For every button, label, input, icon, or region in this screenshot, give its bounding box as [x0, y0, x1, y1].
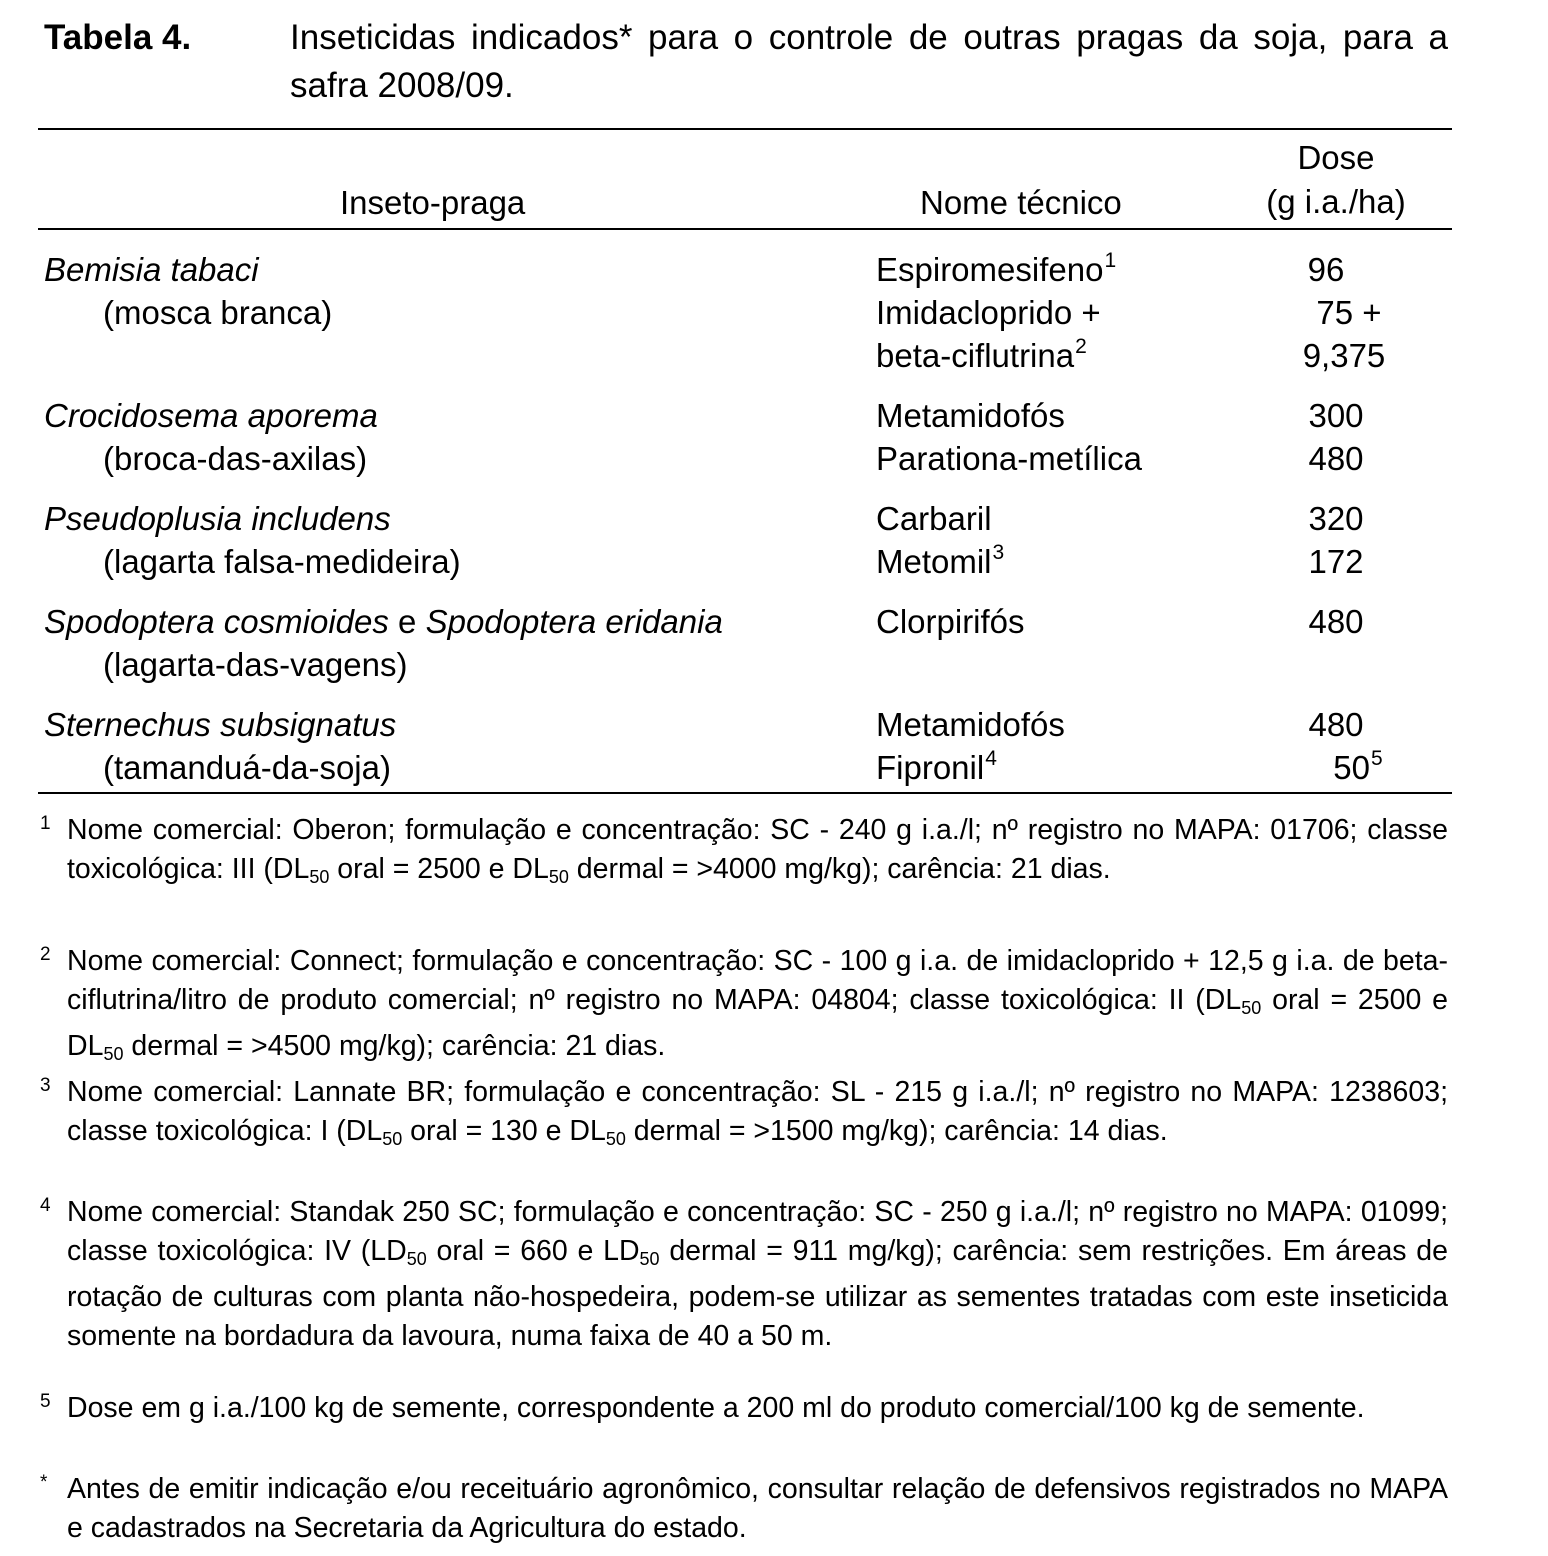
- technical-name: Metomil$^3$: [876, 541, 1005, 580]
- pest-species: Sternechus subsignatus: [44, 706, 397, 743]
- dose-value: 96: [1307, 251, 1345, 288]
- footnote-ref: 5: [1371, 747, 1383, 770]
- dose-value: 480: [1308, 603, 1364, 640]
- technical-name: Carbaril: [876, 500, 992, 537]
- footnote-ref: 1: [1104, 249, 1117, 272]
- technical-name: Imidacloprido +: [876, 294, 1101, 331]
- top-rule: [38, 128, 1452, 130]
- dose-value: 480: [1308, 706, 1364, 743]
- technical-name: Espiromesifeno$^1$: [876, 249, 1117, 288]
- pest-species: Pseudoplusia includens: [44, 500, 391, 537]
- header-technical-name: Nome técnico: [920, 184, 1122, 221]
- pest-common-name: (broca-das-axilas): [103, 440, 368, 477]
- technical-name: Metamidofós: [876, 397, 1065, 434]
- pest-common-name: (lagarta falsa-medideira): [103, 543, 461, 580]
- pest-species: Crocidosema aporema: [44, 397, 378, 434]
- header-dose-line2: (g i.a./ha): [1266, 183, 1406, 220]
- technical-name: Clorpirifós: [876, 603, 1025, 640]
- header-pest: Inseto-praga: [340, 184, 526, 221]
- dose-value: 172: [1308, 543, 1364, 580]
- dose-value: 50$^5$: [1333, 747, 1383, 786]
- dose-value: 320: [1308, 500, 1364, 537]
- dose-value: 9,375: [1302, 337, 1386, 374]
- footnote-1: 1 Nome comercial: Oberon; formulação e concentração: SC - 240 g i.a./l; nº registro no MAPA: 01706; classe toxicológica: III ($DL_{50}$ oral = 2500 e $DL_{50}$ dermal = >4000 mg/kg); carência: 21 dias.: [40, 813, 1448, 887]
- pest-common-name: (tamanduá-da-soja): [103, 749, 391, 786]
- pest-species: Bemisia tabaci: [44, 251, 259, 288]
- table-number: Tabela 4.: [44, 18, 192, 57]
- footnote-3: 3 Nome comercial: Lannate BR; formulação e concentração: SL - 215 g i.a./l; nº registro no MAPA: 1238603; classe toxicológica: I ($DL_{50}$ oral = 130 e $DL_{50}$ dermal = >1500 mg/kg); carência: 14 dias.: [40, 1075, 1448, 1149]
- pest-species: Spodoptera cosmioides e Spodoptera eridania: [44, 603, 723, 640]
- dose-value: 480: [1308, 440, 1364, 477]
- pest-common-name: (lagarta-das-vagens): [103, 646, 408, 683]
- footnote-5: 5 Dose em g i.a./100 kg de semente, correspondente a 200 ml do produto comercial/100 kg de semente.: [40, 1391, 1365, 1424]
- footnote-4: 4 Nome comercial: Standak 250 SC; formulação e concentração: SC - 250 g i.a./l; nº registro no MAPA: 01099; classe toxicológica: IV ($LD_{50}$ oral = 660 e $LD_{50}$ dermal = 911 mg/kg); carência: sem restrições. Em áreas de rotação de culturas com planta não-hospedeira, podem-se utilizar as sementes tratadas com este inseticida somente na bordadura da lavoura, numa faixa de 40 a 50 m.: [40, 1195, 1448, 1352]
- bottom-rule: [38, 792, 1452, 794]
- footnote-ref: 4: [985, 747, 997, 770]
- footnote-general: * Antes de emitir indicação e/ou receituário agronômico, consultar relação de defensivos registrados no MAPA e cadastrados na Secretaria da Agricultura do estado.: [40, 1472, 1448, 1544]
- dose-value: 300: [1308, 397, 1364, 434]
- technical-name: Fipronil$^4$: [876, 747, 997, 786]
- pest-common-name: (mosca branca): [103, 294, 333, 331]
- dose-value: 75 +: [1316, 294, 1382, 331]
- technical-name: Metamidofós: [876, 706, 1065, 743]
- footnote-2: 2 Nome comercial: Connect; formulação e concentração: SC - 100 g i.a. de imidacloprido + 12,5 g i.a. de beta-ciflutrina/litro de produto comercial; nº registro no MAPA: 04804; classe toxicológica: II ($DL_{50}$ oral = 2500 e $DL_{50}$ dermal = >4500 mg/kg); carência: 21 dias.: [40, 944, 1448, 1064]
- footnote-ref: 3: [992, 541, 1005, 564]
- footnote-ref: 2: [1075, 335, 1087, 358]
- header-dose-line1: Dose: [1297, 139, 1375, 176]
- technical-name: beta-ciflutrina$^2$: [876, 335, 1087, 374]
- table-title: Inseticidas indicados* para o controle de outras pragas da soja, para a safra 2008/09.: [290, 18, 1448, 105]
- technical-name: Parationa-metílica: [876, 440, 1142, 477]
- header-rule: [38, 228, 1452, 230]
